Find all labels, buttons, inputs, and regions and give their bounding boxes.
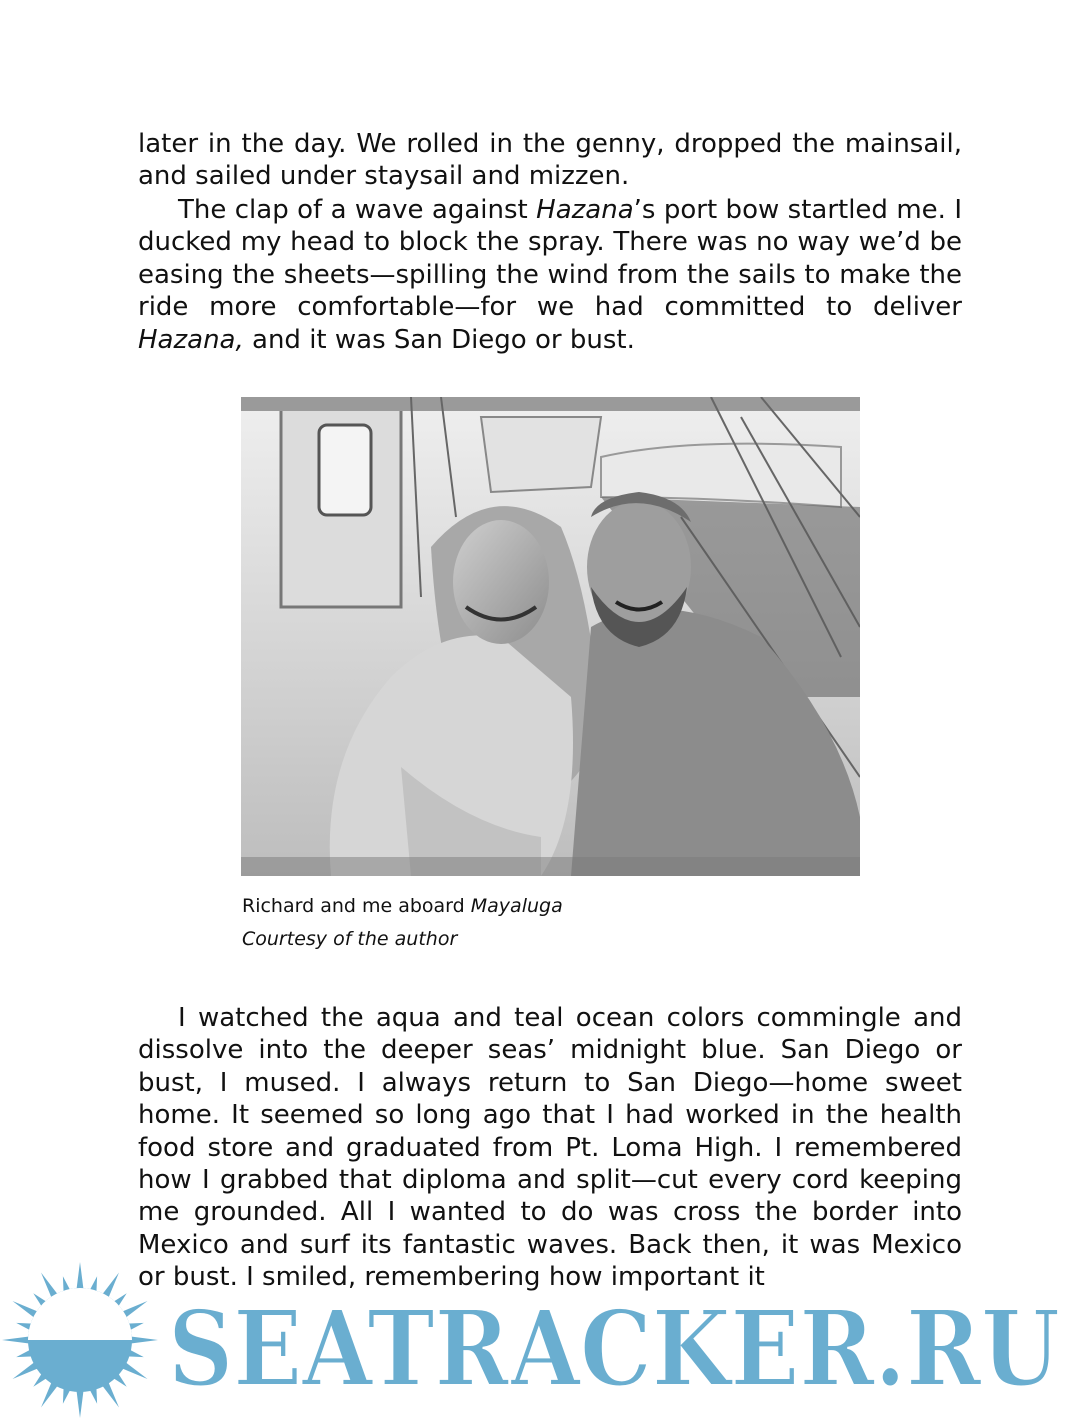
paragraph-1: later in the day. We rolled in the genny, dropped the mainsail, and sailed under staysail and mizzen. <box>138 129 962 192</box>
paragraph-3: I watched the aqua and teal ocean colors commingle and dissolve into the deeper seas’ midnight blue. San Diego or bust, I mused. I always return to San Diego—home sweet home. It seemed so long ago that I had worked in the health food store and graduated from Pt. Loma High. I remembered how I grabbed that diploma and split—cut every cord keeping me grounded. All I wanted to do was cross the border into Mexico and surf its fantastic waves. Back then, it was Mexico or bust. I smiled, remembering how important it <box>138 1003 962 1293</box>
photo-credit: Courtesy of the author <box>242 928 458 950</box>
sun-ray <box>76 1390 83 1418</box>
sun-icon <box>2 1262 158 1418</box>
paragraph-2: The clap of a wave against Hazana’s port bow startled me. I ducked my head to block the spray. There was no way we’d be easing the sheets—spilling the wind from the sails to make the ride more comfortable—for we had committed to deliver Hazana, and it was San Diego or bust. <box>138 195 962 355</box>
sun-ray <box>76 1262 83 1290</box>
watermark-text <box>168 1297 1068 1397</box>
sun-ray <box>2 1336 30 1343</box>
photo-illustration <box>241 397 860 876</box>
boat-name: Hazana <box>536 195 634 225</box>
caption-boat-name: Mayaluga <box>470 895 563 917</box>
svg-text:SEATRACKER.RU: SEATRACKER.RU <box>168 1297 1060 1397</box>
couple-photo <box>241 397 860 876</box>
boat-name-2: Hazana, <box>138 324 244 355</box>
photo-caption: Richard and me aboard Mayaluga <box>242 895 563 917</box>
sun-ray <box>130 1336 158 1343</box>
